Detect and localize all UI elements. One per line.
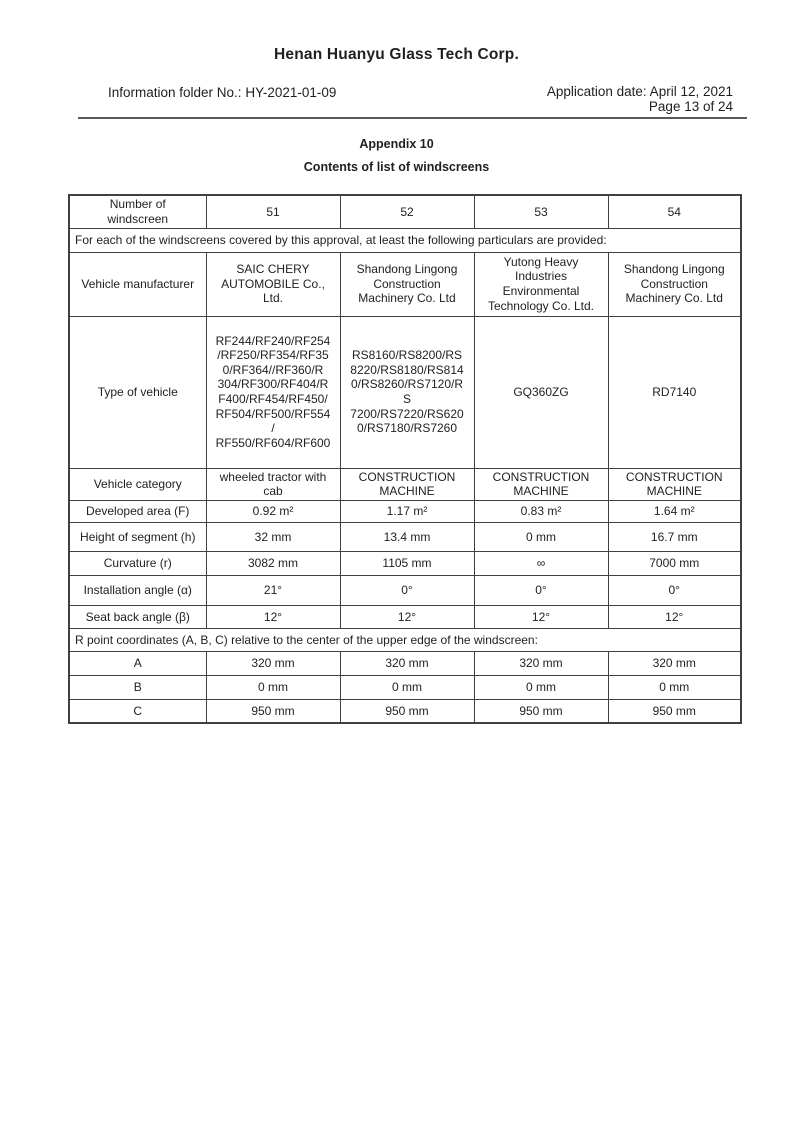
table-row-curvature (69, 551, 741, 575)
developed-area-cell: 0.92 m² (206, 500, 340, 522)
seat-back-angle-cell: 12° (340, 605, 474, 628)
coordinate-b-cell: 0 mm (340, 675, 474, 699)
info-right-block (547, 85, 733, 115)
vehicle-category-cell: CONSTRUCTION MACHINE (608, 468, 741, 500)
seat-back-angle-cell: 12° (474, 605, 608, 628)
row-label-coordinate-b: B (69, 675, 206, 699)
seat-back-angle-cell: 12° (206, 605, 340, 628)
coordinate-b-cell: 0 mm (206, 675, 340, 699)
table-row-approval-note (69, 228, 741, 252)
row-label-height-of-segment: Height of segment (h) (69, 522, 206, 551)
type-of-vehicle-cell: RD7140 (608, 316, 741, 468)
installation-angle-cell: 21° (206, 575, 340, 605)
type-of-vehicle-cell: RS8160/RS8200/RS8220/RS8180/RS8140/RS8260/RS7120/RS 7200/RS7220/RS6200/RS7180/RS7260 (340, 316, 474, 468)
installation-angle-cell: 0° (340, 575, 474, 605)
appendix-title: Appendix 10 (359, 137, 434, 152)
table-row-height-of-segment (69, 522, 741, 551)
developed-area-cell: 1.64 m² (608, 500, 741, 522)
windscreen-number-cell: 53 (474, 195, 608, 228)
header-divider (78, 117, 747, 119)
row-label-number-of-windscreen: Number of windscreen (69, 195, 206, 228)
vehicle-manufacturer-cell: Yutong Heavy Industries Environmental Technology Co. Ltd. (474, 252, 608, 316)
table-row-installation-angle (69, 575, 741, 605)
contents-title: Contents of list of windscreens (303, 160, 490, 175)
coordinate-c-cell: 950 mm (340, 699, 474, 723)
coordinate-c-cell: 950 mm (608, 699, 741, 723)
vehicle-manufacturer-cell: Shandong Lingong Construction Machinery Co. Ltd (340, 252, 474, 316)
coordinate-b-cell: 0 mm (608, 675, 741, 699)
table-row-coordinate-a (69, 651, 741, 675)
row-label-installation-angle: Installation angle (α) (69, 575, 206, 605)
vehicle-category-cell: CONSTRUCTION MACHINE (340, 468, 474, 500)
table-row-seat-back-angle (69, 605, 741, 628)
row-label-coordinate-c: C (69, 699, 206, 723)
coordinate-c-cell: 950 mm (206, 699, 340, 723)
installation-angle-cell: 0° (474, 575, 608, 605)
developed-area-cell: 0.83 m² (474, 500, 608, 522)
table-row-vehicle-manufacturer (69, 252, 741, 316)
table-row-coordinate-b (69, 675, 741, 699)
r-point-note: R point coordinates (A, B, C) relative to the center of the upper edge of the windscreen: (69, 628, 741, 651)
table-row-developed-area (69, 500, 741, 522)
curvature-cell: 7000 mm (608, 551, 741, 575)
type-of-vehicle-cell: GQ360ZG (474, 316, 608, 468)
curvature-cell: 1105 mm (340, 551, 474, 575)
coordinate-a-cell: 320 mm (206, 651, 340, 675)
height-of-segment-cell: 16.7 mm (608, 522, 741, 551)
seat-back-angle-cell: 12° (608, 605, 741, 628)
coordinate-a-cell: 320 mm (340, 651, 474, 675)
row-label-curvature: Curvature (r) (69, 551, 206, 575)
row-label-coordinate-a: A (69, 651, 206, 675)
height-of-segment-cell: 0 mm (474, 522, 608, 551)
document-info-row (108, 85, 733, 115)
approval-note: For each of the windscreens covered by this approval, at least the following particulars are provided: (69, 228, 741, 252)
table-row-r-point-note (69, 628, 741, 651)
windscreen-number-cell: 52 (340, 195, 474, 228)
windscreens-table (68, 194, 742, 724)
height-of-segment-cell: 13.4 mm (340, 522, 474, 551)
page-number: Page 13 of 24 (648, 99, 733, 115)
row-label-vehicle-category: Vehicle category (69, 468, 206, 500)
height-of-segment-cell: 32 mm (206, 522, 340, 551)
vehicle-category-cell: CONSTRUCTION MACHINE (474, 468, 608, 500)
row-label-vehicle-manufacturer: Vehicle manufacturer (69, 252, 206, 316)
application-date: Application date: April 12, 2021 (546, 84, 733, 99)
windscreen-number-cell: 54 (608, 195, 741, 228)
row-label-seat-back-angle: Seat back angle (β) (69, 605, 206, 628)
vehicle-manufacturer-cell: SAIC CHERY AUTOMOBILE Co., Ltd. (206, 252, 340, 316)
table-row-type-of-vehicle (69, 316, 741, 468)
info-folder-number: Information folder No.: HY-2021-01-09 (108, 85, 337, 100)
windscreen-number-cell: 51 (206, 195, 340, 228)
company-title: Henan Huanyu Glass Tech Corp. (274, 46, 519, 63)
row-label-type-of-vehicle: Type of vehicle (69, 316, 206, 468)
type-of-vehicle-cell: RF244/RF240/RF254/RF250/RF354/RF350/RF364//RF360/R 304/RF300/RF404/RF400/RF454/RF450/RF504/RF500/RF554/ RF550/RF604/RF600 (206, 316, 340, 468)
curvature-cell: 3082 mm (206, 551, 340, 575)
table-row-vehicle-category (69, 468, 741, 500)
table-row-number-of-windscreen (69, 195, 741, 228)
coordinate-c-cell: 950 mm (474, 699, 608, 723)
curvature-cell: ∞ (474, 551, 608, 575)
installation-angle-cell: 0° (608, 575, 741, 605)
row-label-developed-area: Developed area (F) (69, 500, 206, 522)
coordinate-a-cell: 320 mm (474, 651, 608, 675)
coordinate-b-cell: 0 mm (474, 675, 608, 699)
vehicle-manufacturer-cell: Shandong Lingong Construction Machinery Co. Ltd (608, 252, 741, 316)
coordinate-a-cell: 320 mm (608, 651, 741, 675)
developed-area-cell: 1.17 m² (340, 500, 474, 522)
table-row-coordinate-c (69, 699, 741, 723)
vehicle-category-cell: wheeled tractor with cab (206, 468, 340, 500)
